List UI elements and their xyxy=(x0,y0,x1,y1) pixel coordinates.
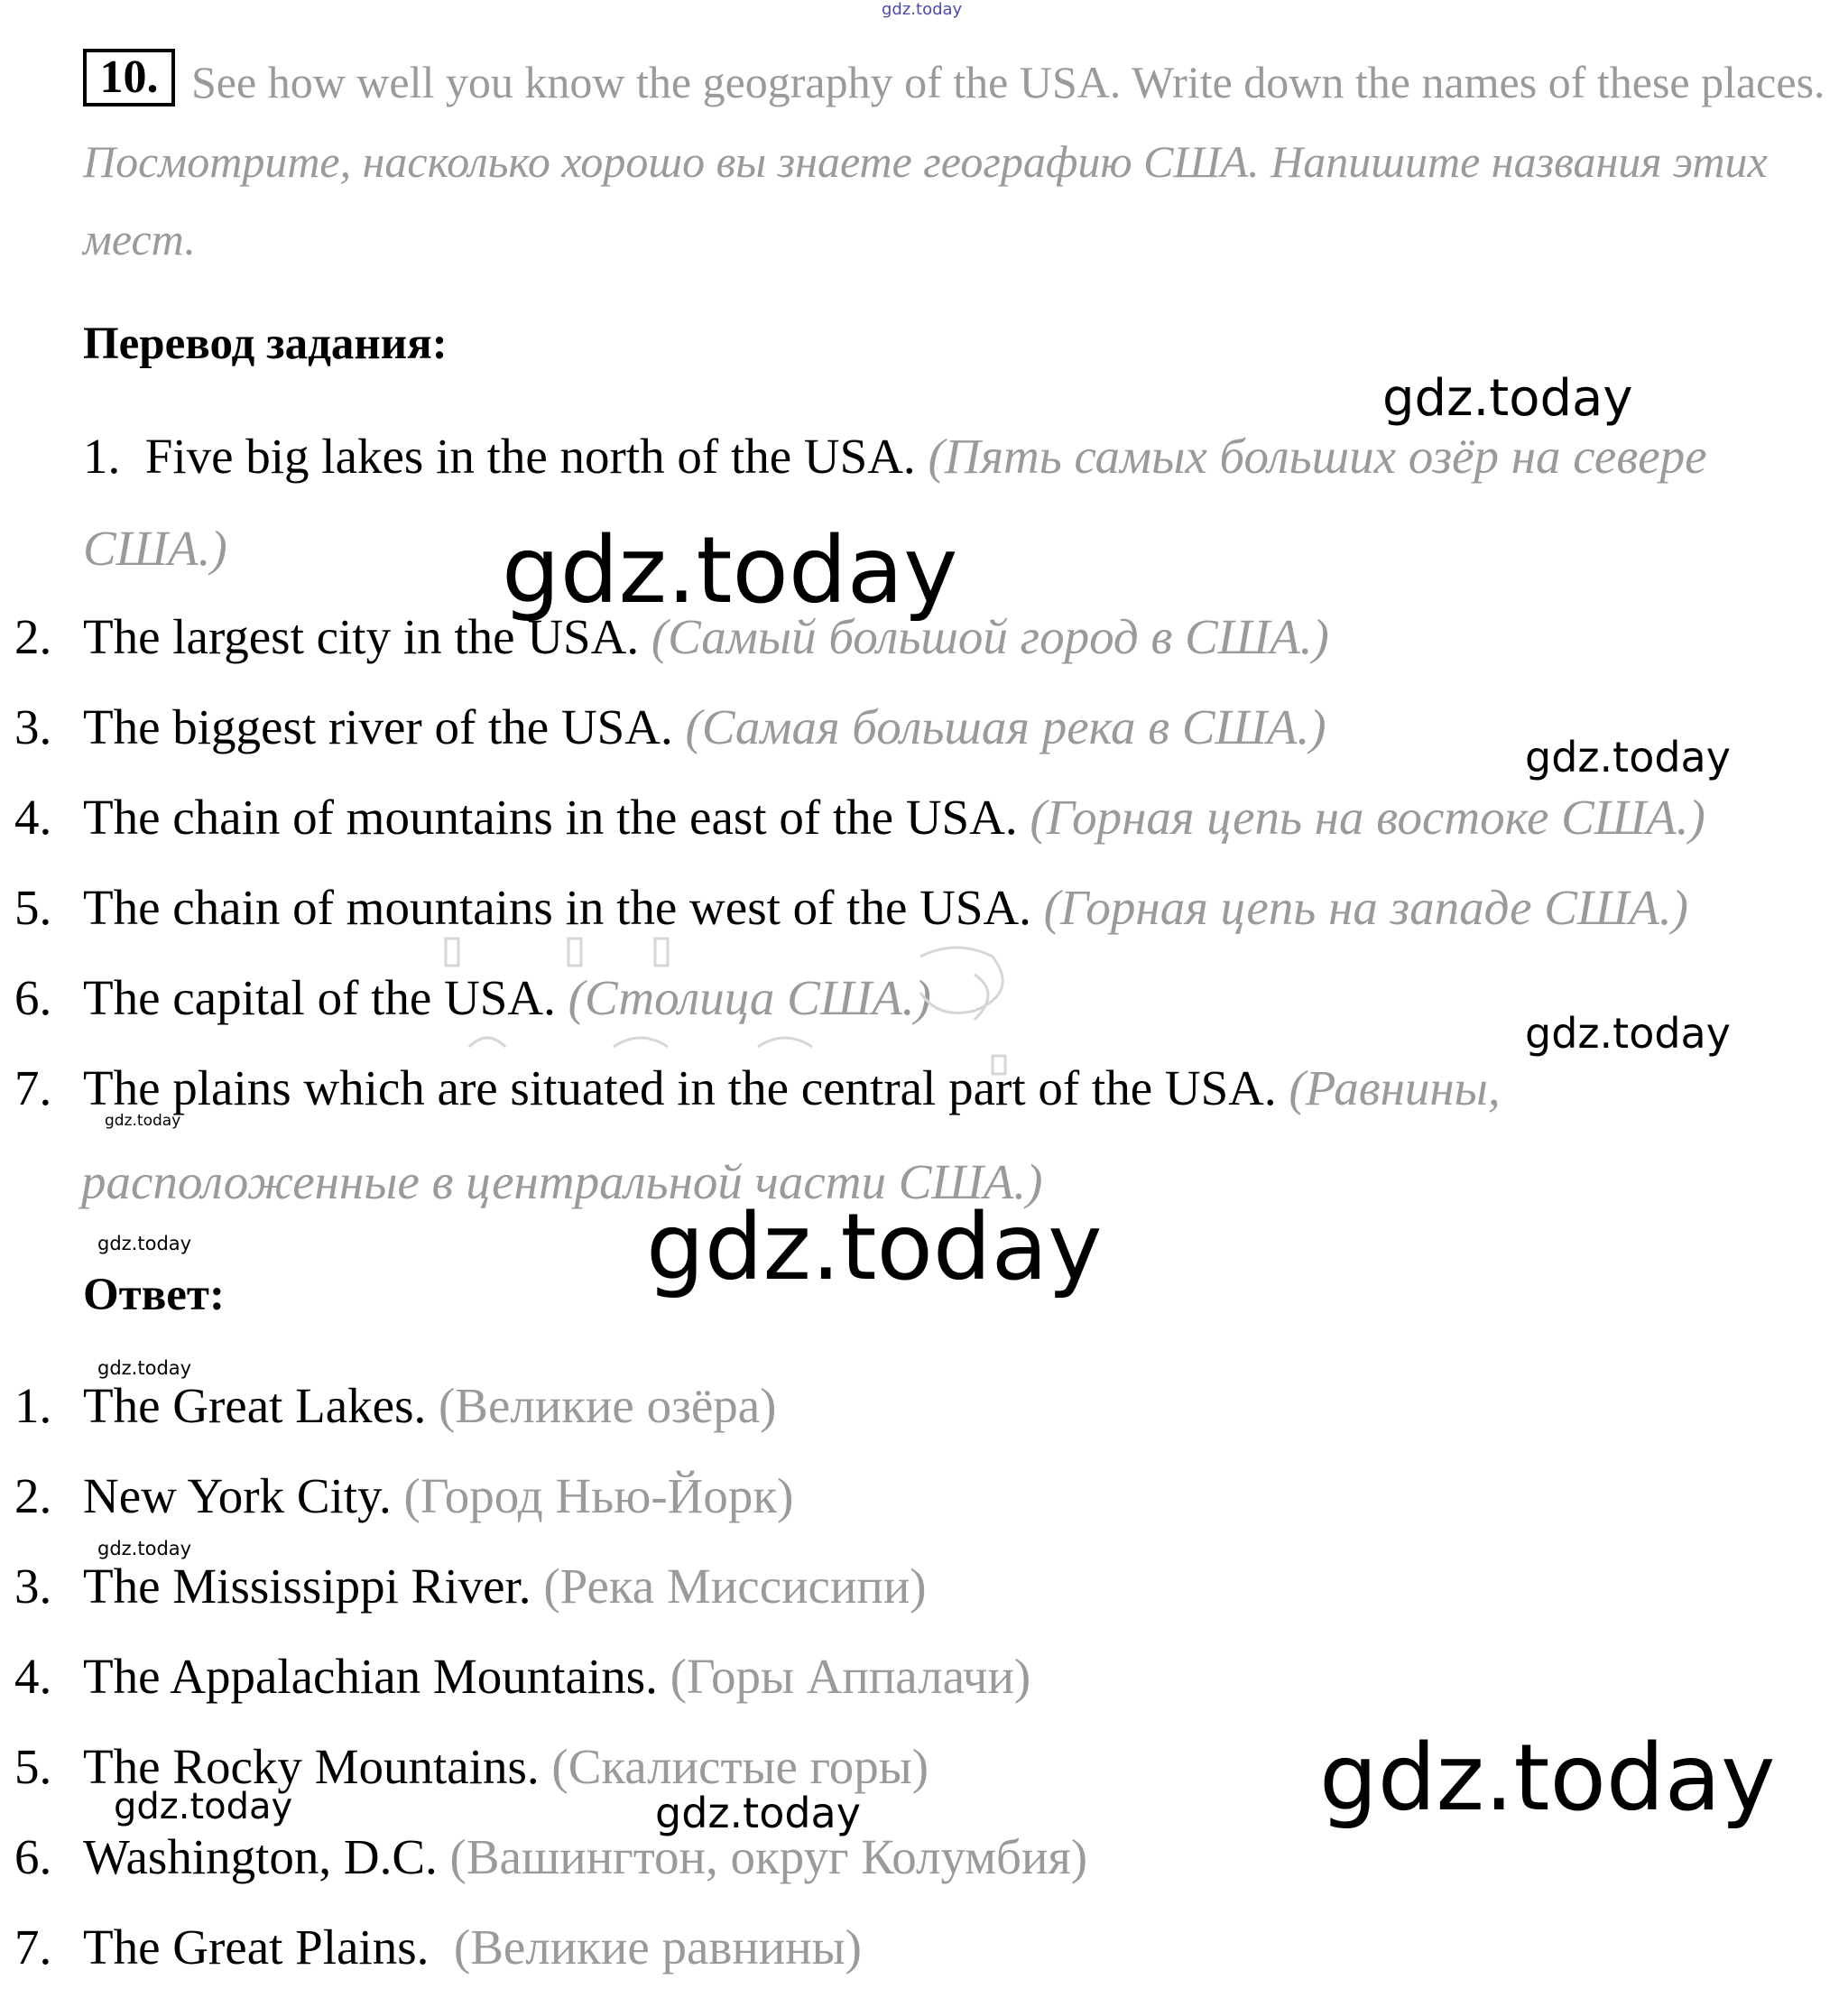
translation-heading: Перевод задания: xyxy=(83,319,448,369)
question-text: Five big lakes in the north of the USA. xyxy=(144,429,916,484)
watermark: gdz.today xyxy=(1525,1009,1731,1058)
answer-text: The Great Plains. xyxy=(83,1919,430,1975)
answer-item xyxy=(14,1468,794,1523)
answer-translation: (Горы Аппалачи) xyxy=(670,1649,1031,1704)
answer-item xyxy=(14,1829,1088,1884)
answer-text: The Rocky Mountains. xyxy=(83,1739,540,1794)
answer-translation: (Вашингтон, округ Колумбия) xyxy=(449,1829,1088,1884)
answer-number: 3. xyxy=(14,1559,52,1614)
question-text: The chain of mountains in the west of the USA. xyxy=(83,880,1031,935)
question-translation: (Равнины, xyxy=(1289,1060,1501,1115)
answer-heading: Ответ: xyxy=(83,1270,225,1320)
answer-number: 6. xyxy=(14,1829,52,1884)
task-number-box: 10. xyxy=(83,49,175,106)
question-number: 7. xyxy=(14,1060,52,1115)
watermark: gdz.today xyxy=(97,1357,192,1379)
watermark: gdz.today xyxy=(114,1786,293,1827)
question-text: The chain of mountains in the east of the USA. xyxy=(83,790,1018,845)
answer-translation: (Город Нью-Йорк) xyxy=(403,1468,794,1523)
question-text: The capital of the USA. xyxy=(83,970,556,1025)
ghost-marks xyxy=(433,902,1083,1101)
question-text: The biggest river of the USA. xyxy=(83,699,673,754)
question-number: 1. xyxy=(83,429,121,484)
question-translation: (Самая большая река в США.) xyxy=(685,699,1326,754)
watermark: gdz.today xyxy=(97,1233,192,1254)
task-instruction-en: See how well you know the geography of the USA. Write down the names of these places. xyxy=(191,57,1825,107)
watermark: gdz.today xyxy=(646,1194,1103,1301)
answer-number: 5. xyxy=(14,1739,52,1794)
question-item xyxy=(14,790,1705,845)
question-text: The plains which are situated in the central part of the USA. xyxy=(83,1060,1277,1115)
watermark: gdz.today xyxy=(105,1112,181,1130)
question-text: The largest city in the USA. xyxy=(83,609,640,664)
answer-translation: (Скалистые горы) xyxy=(551,1739,929,1794)
question-number: 5. xyxy=(14,880,52,935)
watermark: gdz.today xyxy=(655,1789,861,1837)
answer-number: 2. xyxy=(14,1468,52,1523)
answer-translation: (Великие озёра) xyxy=(438,1378,777,1433)
question-translation: (Самый большой город в США.) xyxy=(651,609,1329,664)
watermark-top: gdz.today xyxy=(882,0,963,19)
watermark: gdz.today xyxy=(1525,733,1731,782)
answer-item xyxy=(14,1919,862,1975)
answer-text: New York City. xyxy=(83,1468,392,1523)
answer-translation: (Великие равнины) xyxy=(453,1919,862,1975)
watermark: gdz.today xyxy=(97,1538,192,1559)
answer-translation: (Река Миссисипи) xyxy=(543,1559,927,1614)
task-instruction-ru-line1: Посмотрите, насколько хорошо вы знаете географию США. Напишите названия этих xyxy=(83,136,1768,187)
question-translation: (Пять самых больших озёр на севере xyxy=(928,429,1707,484)
question-number: 6. xyxy=(14,970,52,1025)
answer-number: 7. xyxy=(14,1919,52,1975)
answer-item xyxy=(14,1649,1031,1704)
question-translation: (Горная цепь на востоке США.) xyxy=(1030,790,1705,845)
question-translation: (Горная цепь на западе США.) xyxy=(1043,880,1688,935)
question-translation-continued: США.) xyxy=(83,521,227,576)
answer-item xyxy=(14,1378,777,1433)
answer-item xyxy=(14,1739,929,1794)
question-translation: (Столица США.) xyxy=(568,970,931,1025)
answer-text: The Great Lakes. xyxy=(83,1378,427,1433)
watermark: gdz.today xyxy=(1319,1725,1776,1832)
question-item xyxy=(83,429,1707,484)
answer-number: 4. xyxy=(14,1649,52,1704)
question-translation-continued: расположенные в центральной части США.) xyxy=(81,1154,1043,1209)
answer-text: Washington, D.C. xyxy=(83,1829,438,1884)
question-number: 2. xyxy=(14,609,52,664)
task-instruction-ru-line2: мест. xyxy=(83,214,196,264)
watermark: gdz.today xyxy=(502,517,958,624)
watermark: gdz.today xyxy=(1382,369,1633,428)
question-number: 3. xyxy=(14,699,52,754)
answer-item xyxy=(14,1559,927,1614)
answer-number: 1. xyxy=(14,1378,52,1433)
answer-text: The Appalachian Mountains. xyxy=(83,1649,658,1704)
question-item xyxy=(14,699,1326,754)
question-number: 4. xyxy=(14,790,52,845)
answer-text: The Mississippi River. xyxy=(83,1559,531,1614)
